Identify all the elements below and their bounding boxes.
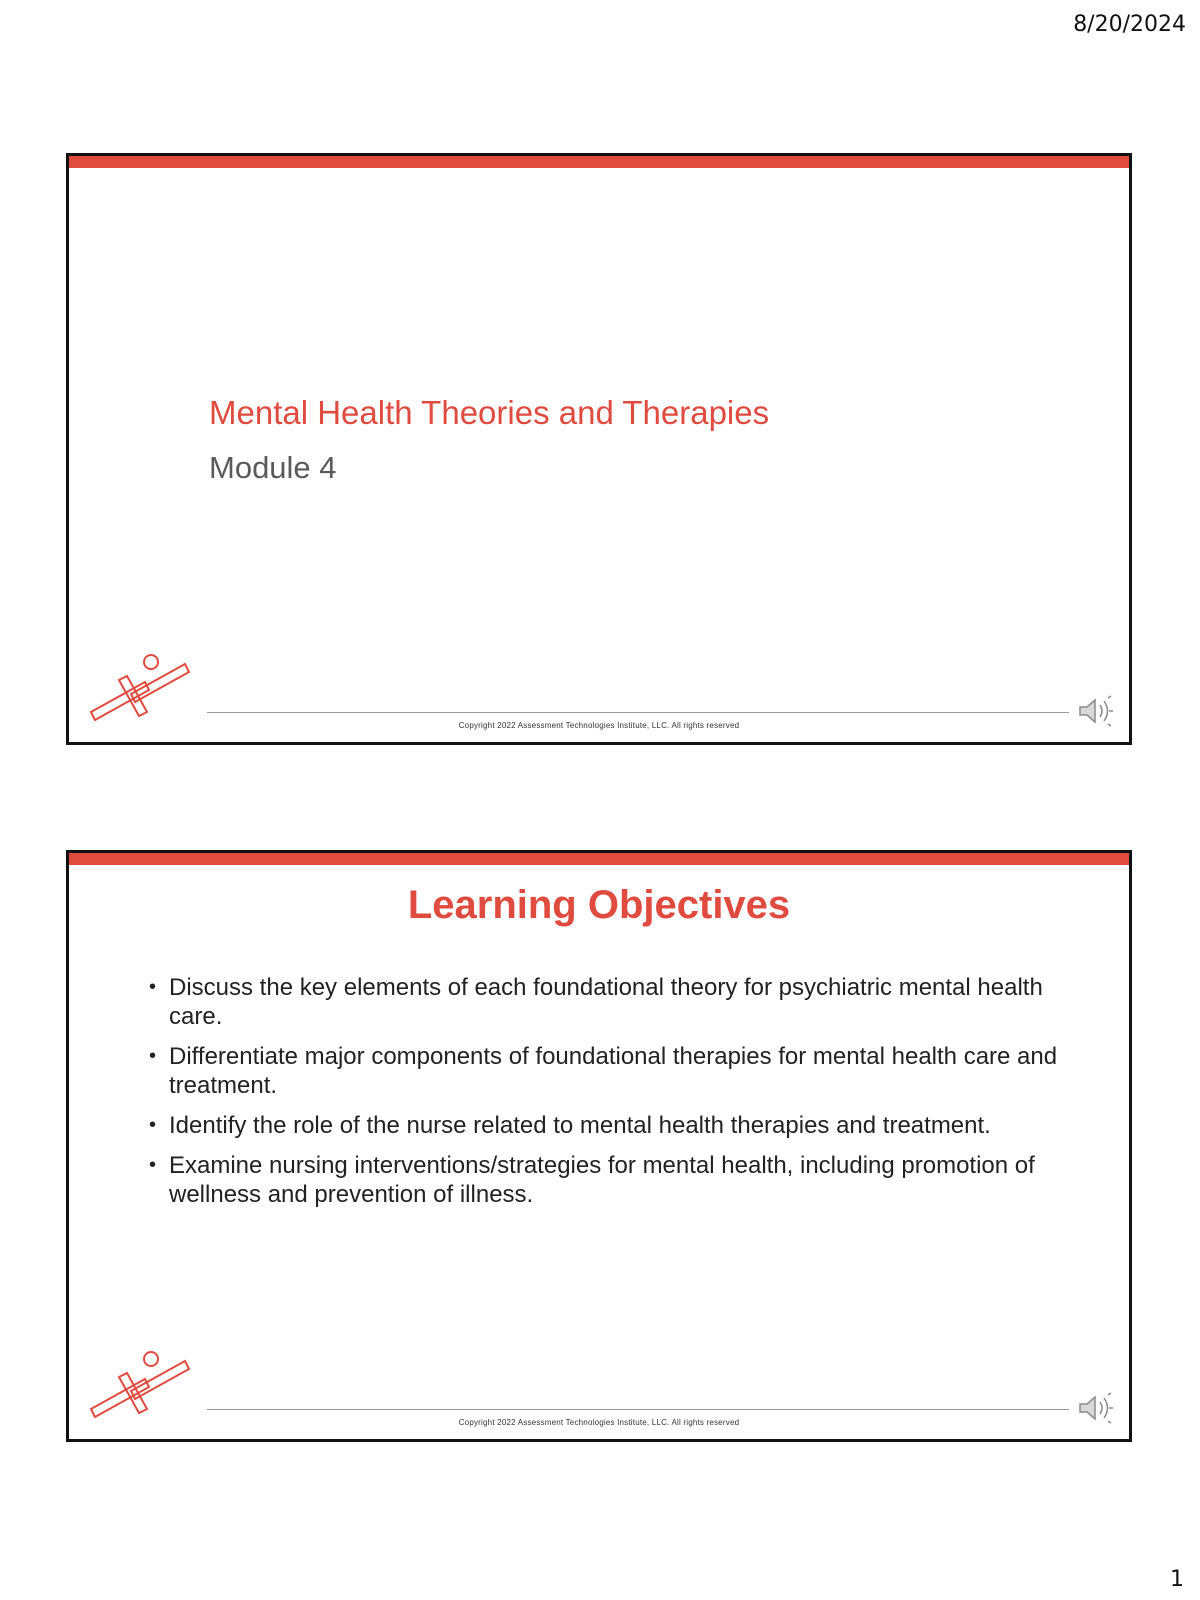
bullet-icon: • bbox=[149, 976, 157, 998]
list-item bbox=[147, 1042, 1067, 1100]
page-date: 8/20/2024 bbox=[1073, 12, 1186, 37]
footer-rule bbox=[207, 1409, 1069, 1410]
slide-top-band bbox=[69, 853, 1129, 865]
list-item bbox=[147, 1151, 1067, 1209]
list-item-text: Discuss the key elements of each foundational theory for psychiatric mental health care. bbox=[169, 974, 1043, 1030]
speaker-icon[interactable] bbox=[1077, 694, 1115, 728]
slide-learning-objectives bbox=[66, 850, 1132, 1442]
list-item-text: Examine nursing interventions/strategies for mental health, including promotion of wellness and prevention of illness. bbox=[169, 1152, 1035, 1208]
bullet-icon: • bbox=[149, 1114, 157, 1136]
slide-top-band bbox=[69, 156, 1129, 168]
bullet-icon: • bbox=[149, 1154, 157, 1176]
ati-logo-icon bbox=[87, 1343, 197, 1425]
slide-heading: Learning Objectives bbox=[407, 883, 791, 927]
list-item bbox=[147, 1111, 1067, 1140]
footer-rule bbox=[207, 712, 1069, 713]
copyright-text: Copyright 2022 Assessment Technologies Institute, LLC. All rights reserved bbox=[458, 1418, 740, 1427]
slide-title bbox=[66, 153, 1132, 745]
bullet-icon: • bbox=[149, 1045, 157, 1067]
page-number: 1 bbox=[1170, 1567, 1184, 1592]
slide-title-text: Mental Health Theories and Therapies bbox=[209, 394, 770, 431]
objectives-list bbox=[147, 973, 1067, 1220]
list-item-text: Differentiate major components of foundational therapies for mental health care and treatment. bbox=[169, 1043, 1058, 1099]
ati-logo-icon bbox=[87, 646, 197, 728]
list-item bbox=[147, 973, 1067, 1031]
speaker-icon[interactable] bbox=[1077, 1391, 1115, 1425]
list-item-text: Identify the role of the nurse related to mental health therapies and treatment. bbox=[169, 1112, 991, 1139]
slide-subtitle-text: Module 4 bbox=[209, 450, 337, 485]
copyright-text: Copyright 2022 Assessment Technologies Institute, LLC. All rights reserved bbox=[458, 721, 740, 730]
